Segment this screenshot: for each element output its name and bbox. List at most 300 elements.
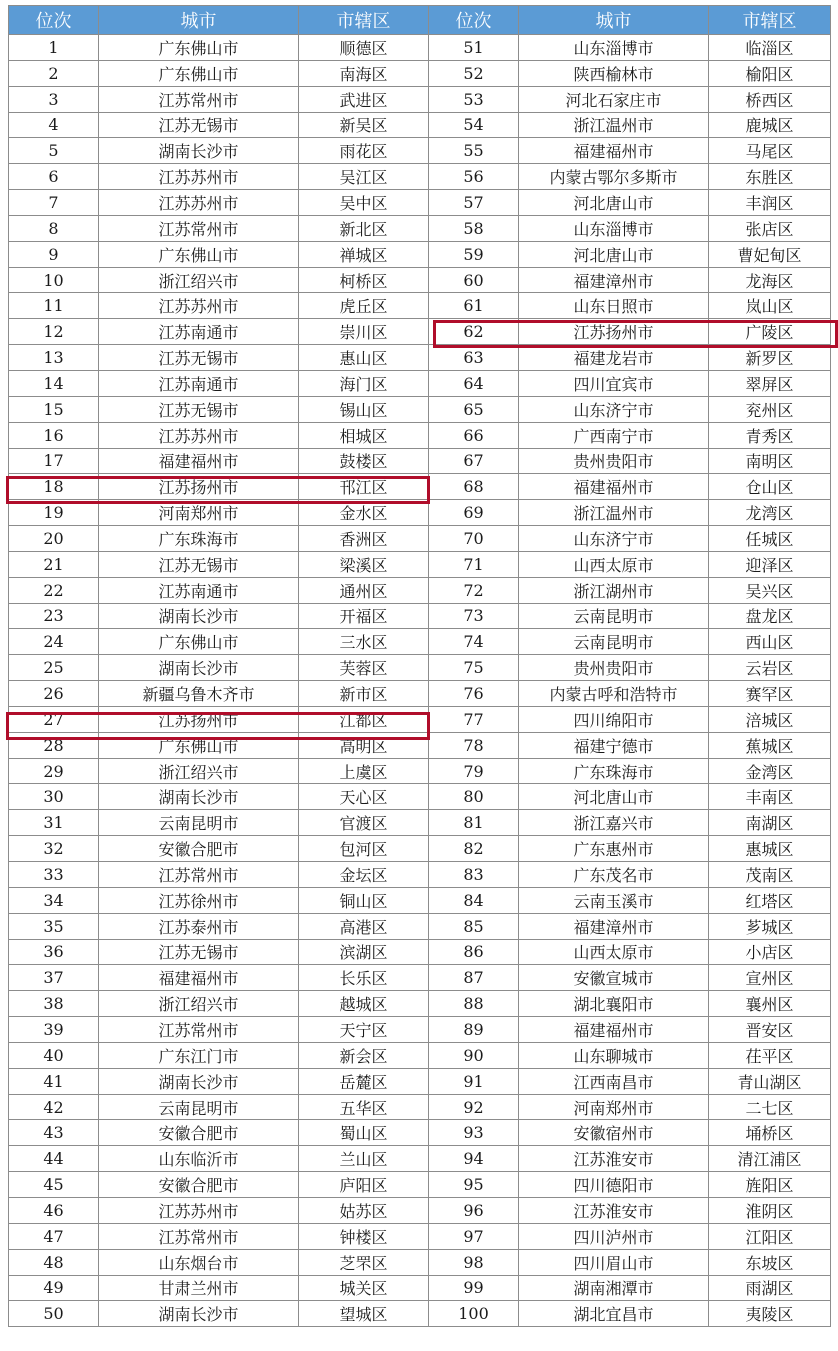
cell-district-right: 青山湖区	[709, 1068, 831, 1094]
cell-rank-right: 73	[429, 603, 519, 629]
cell-city-right: 河北唐山市	[519, 784, 709, 810]
cell-city-left: 江苏无锡市	[99, 939, 299, 965]
table-row	[9, 1094, 831, 1120]
cell-city-right: 福建福州市	[519, 138, 709, 164]
cell-city-right: 河北唐山市	[519, 190, 709, 216]
cell-city-right: 浙江湖州市	[519, 577, 709, 603]
cell-district-left: 柯桥区	[299, 267, 429, 293]
cell-city-right: 福建漳州市	[519, 267, 709, 293]
cell-district-right: 清江浦区	[709, 1146, 831, 1172]
table-row	[9, 810, 831, 836]
table-row	[9, 1146, 831, 1172]
cell-rank-left: 19	[9, 500, 99, 526]
cell-city-left: 江苏常州市	[99, 862, 299, 888]
cell-district-right: 金湾区	[709, 758, 831, 784]
table-row	[9, 1172, 831, 1198]
cell-rank-left: 41	[9, 1068, 99, 1094]
cell-district-left: 钟楼区	[299, 1223, 429, 1249]
table-row	[9, 913, 831, 939]
cell-district-right: 雨湖区	[709, 1275, 831, 1301]
cell-district-left: 南海区	[299, 60, 429, 86]
cell-city-right: 云南玉溪市	[519, 887, 709, 913]
cell-district-right: 吴兴区	[709, 577, 831, 603]
cell-district-left: 海门区	[299, 370, 429, 396]
cell-city-right: 安徽宣城市	[519, 965, 709, 991]
cell-district-left: 江都区	[299, 706, 429, 732]
cell-city-left: 广东珠海市	[99, 526, 299, 552]
cell-rank-right: 82	[429, 836, 519, 862]
cell-district-left: 包河区	[299, 836, 429, 862]
cell-district-left: 庐阳区	[299, 1172, 429, 1198]
cell-city-left: 江苏南通市	[99, 370, 299, 396]
cell-city-left: 广东江门市	[99, 1042, 299, 1068]
cell-city-right: 福建福州市	[519, 1017, 709, 1043]
cell-district-right: 旌阳区	[709, 1172, 831, 1198]
table-row	[9, 1197, 831, 1223]
cell-district-right: 赛罕区	[709, 681, 831, 707]
table-row	[9, 706, 831, 732]
cell-district-left: 金坛区	[299, 862, 429, 888]
table-row	[9, 448, 831, 474]
cell-rank-left: 3	[9, 86, 99, 112]
table-row	[9, 190, 831, 216]
cell-city-left: 山东临沂市	[99, 1146, 299, 1172]
cell-rank-right: 76	[429, 681, 519, 707]
table-row	[9, 241, 831, 267]
cell-city-left: 山东烟台市	[99, 1249, 299, 1275]
cell-city-left: 江苏苏州市	[99, 1197, 299, 1223]
header-district-right: 市辖区	[709, 6, 831, 35]
cell-city-right: 浙江温州市	[519, 112, 709, 138]
cell-rank-left: 40	[9, 1042, 99, 1068]
cell-district-right: 龙海区	[709, 267, 831, 293]
table-row	[9, 86, 831, 112]
cell-city-right: 江西南昌市	[519, 1068, 709, 1094]
cell-rank-right: 78	[429, 732, 519, 758]
cell-district-left: 禅城区	[299, 241, 429, 267]
cell-rank-right: 99	[429, 1275, 519, 1301]
cell-district-right: 任城区	[709, 526, 831, 552]
header-city-right: 城市	[519, 6, 709, 35]
cell-rank-right: 58	[429, 215, 519, 241]
cell-rank-left: 29	[9, 758, 99, 784]
cell-rank-right: 81	[429, 810, 519, 836]
cell-district-right: 龙湾区	[709, 500, 831, 526]
cell-city-right: 江苏淮安市	[519, 1197, 709, 1223]
table-row	[9, 293, 831, 319]
cell-district-right: 翠屏区	[709, 370, 831, 396]
cell-city-left: 江苏扬州市	[99, 706, 299, 732]
table-row	[9, 112, 831, 138]
cell-city-right: 山东济宁市	[519, 526, 709, 552]
cell-district-left: 望城区	[299, 1301, 429, 1327]
cell-city-right: 广东茂名市	[519, 862, 709, 888]
cell-city-right: 河南郑州市	[519, 1094, 709, 1120]
cell-district-right: 东坡区	[709, 1249, 831, 1275]
table-row	[9, 965, 831, 991]
cell-district-left: 长乐区	[299, 965, 429, 991]
cell-district-right: 青秀区	[709, 422, 831, 448]
table-row	[9, 836, 831, 862]
table-row	[9, 345, 831, 371]
cell-rank-left: 36	[9, 939, 99, 965]
cell-district-left: 高港区	[299, 913, 429, 939]
cell-city-left: 江苏徐州市	[99, 887, 299, 913]
cell-district-left: 吴中区	[299, 190, 429, 216]
cell-city-left: 湖南长沙市	[99, 1301, 299, 1327]
table-row	[9, 267, 831, 293]
cell-city-right: 山东济宁市	[519, 396, 709, 422]
cell-rank-left: 5	[9, 138, 99, 164]
cell-rank-right: 69	[429, 500, 519, 526]
cell-city-left: 湖南长沙市	[99, 1068, 299, 1094]
table-row	[9, 551, 831, 577]
cell-city-right: 安徽宿州市	[519, 1120, 709, 1146]
cell-city-right: 四川泸州市	[519, 1223, 709, 1249]
table-row	[9, 939, 831, 965]
cell-district-right: 西山区	[709, 629, 831, 655]
table-row	[9, 526, 831, 552]
cell-city-right: 浙江嘉兴市	[519, 810, 709, 836]
cell-rank-left: 4	[9, 112, 99, 138]
table-row	[9, 474, 831, 500]
cell-district-right: 桥西区	[709, 86, 831, 112]
cell-city-right: 陕西榆林市	[519, 60, 709, 86]
cell-city-left: 湖南长沙市	[99, 784, 299, 810]
cell-city-right: 山东日照市	[519, 293, 709, 319]
cell-rank-right: 85	[429, 913, 519, 939]
cell-rank-left: 13	[9, 345, 99, 371]
cell-rank-right: 94	[429, 1146, 519, 1172]
header-district-left: 市辖区	[299, 6, 429, 35]
table-row	[9, 887, 831, 913]
cell-rank-left: 17	[9, 448, 99, 474]
cell-district-left: 芙蓉区	[299, 655, 429, 681]
cell-rank-right: 86	[429, 939, 519, 965]
cell-district-left: 崇川区	[299, 319, 429, 345]
cell-rank-right: 66	[429, 422, 519, 448]
cell-district-right: 曹妃甸区	[709, 241, 831, 267]
cell-district-left: 吴江区	[299, 164, 429, 190]
cell-district-left: 顺德区	[299, 35, 429, 61]
ranking-table-container	[8, 5, 831, 1327]
cell-district-right: 茂南区	[709, 862, 831, 888]
cell-rank-right: 91	[429, 1068, 519, 1094]
cell-city-right: 浙江温州市	[519, 500, 709, 526]
table-row	[9, 138, 831, 164]
cell-district-left: 虎丘区	[299, 293, 429, 319]
cell-rank-right: 51	[429, 35, 519, 61]
table-row	[9, 1275, 831, 1301]
cell-rank-left: 33	[9, 862, 99, 888]
cell-rank-left: 34	[9, 887, 99, 913]
cell-rank-right: 97	[429, 1223, 519, 1249]
cell-city-right: 四川宜宾市	[519, 370, 709, 396]
cell-district-right: 迎泽区	[709, 551, 831, 577]
table-row	[9, 603, 831, 629]
cell-rank-right: 60	[429, 267, 519, 293]
cell-district-right: 云岩区	[709, 655, 831, 681]
cell-city-left: 江苏苏州市	[99, 190, 299, 216]
cell-city-left: 浙江绍兴市	[99, 758, 299, 784]
table-row	[9, 655, 831, 681]
cell-rank-left: 31	[9, 810, 99, 836]
cell-rank-right: 92	[429, 1094, 519, 1120]
cell-rank-right: 74	[429, 629, 519, 655]
cell-district-right: 夷陵区	[709, 1301, 831, 1327]
cell-district-left: 滨湖区	[299, 939, 429, 965]
cell-rank-right: 70	[429, 526, 519, 552]
cell-city-left: 新疆乌鲁木齐市	[99, 681, 299, 707]
cell-rank-left: 38	[9, 991, 99, 1017]
cell-rank-right: 79	[429, 758, 519, 784]
cell-district-right: 鹿城区	[709, 112, 831, 138]
cell-rank-right: 80	[429, 784, 519, 810]
cell-city-left: 江苏无锡市	[99, 112, 299, 138]
table-row	[9, 1249, 831, 1275]
cell-rank-left: 37	[9, 965, 99, 991]
cell-city-left: 江苏无锡市	[99, 345, 299, 371]
cell-rank-left: 15	[9, 396, 99, 422]
cell-district-right: 南明区	[709, 448, 831, 474]
cell-rank-left: 50	[9, 1301, 99, 1327]
cell-city-right: 四川德阳市	[519, 1172, 709, 1198]
cell-district-right: 宣州区	[709, 965, 831, 991]
table-row	[9, 60, 831, 86]
cell-district-left: 天宁区	[299, 1017, 429, 1043]
cell-rank-left: 21	[9, 551, 99, 577]
cell-city-right: 贵州贵阳市	[519, 655, 709, 681]
cell-rank-left: 11	[9, 293, 99, 319]
cell-district-right: 广陵区	[709, 319, 831, 345]
cell-rank-left: 30	[9, 784, 99, 810]
cell-city-right: 江苏淮安市	[519, 1146, 709, 1172]
cell-rank-right: 64	[429, 370, 519, 396]
cell-district-right: 晋安区	[709, 1017, 831, 1043]
cell-rank-right: 88	[429, 991, 519, 1017]
cell-district-left: 姑苏区	[299, 1197, 429, 1223]
cell-city-left: 江苏常州市	[99, 86, 299, 112]
cell-rank-left: 39	[9, 1017, 99, 1043]
cell-district-right: 二七区	[709, 1094, 831, 1120]
cell-city-left: 浙江绍兴市	[99, 991, 299, 1017]
table-row	[9, 862, 831, 888]
table-row	[9, 1068, 831, 1094]
table-row	[9, 1017, 831, 1043]
cell-city-left: 江苏无锡市	[99, 396, 299, 422]
cell-rank-right: 54	[429, 112, 519, 138]
cell-district-right: 岚山区	[709, 293, 831, 319]
cell-city-right: 内蒙古鄂尔多斯市	[519, 164, 709, 190]
cell-district-right: 榆阳区	[709, 60, 831, 86]
table-row	[9, 577, 831, 603]
cell-city-left: 湖南长沙市	[99, 655, 299, 681]
cell-city-left: 福建福州市	[99, 448, 299, 474]
table-row	[9, 629, 831, 655]
table-row	[9, 164, 831, 190]
cell-district-right: 茌平区	[709, 1042, 831, 1068]
cell-rank-left: 16	[9, 422, 99, 448]
cell-rank-left: 26	[9, 681, 99, 707]
cell-district-right: 南湖区	[709, 810, 831, 836]
cell-rank-left: 6	[9, 164, 99, 190]
table-row	[9, 784, 831, 810]
cell-district-right: 丰润区	[709, 190, 831, 216]
cell-rank-left: 14	[9, 370, 99, 396]
table-row	[9, 758, 831, 784]
table-row	[9, 215, 831, 241]
cell-district-right: 淮阴区	[709, 1197, 831, 1223]
cell-city-left: 云南昆明市	[99, 1094, 299, 1120]
cell-rank-right: 65	[429, 396, 519, 422]
table-row	[9, 500, 831, 526]
cell-district-left: 邗江区	[299, 474, 429, 500]
table-row	[9, 1301, 831, 1327]
cell-rank-right: 95	[429, 1172, 519, 1198]
table-row	[9, 1223, 831, 1249]
cell-district-left: 五华区	[299, 1094, 429, 1120]
table-header-row	[9, 6, 831, 35]
cell-city-right: 福建福州市	[519, 474, 709, 500]
cell-district-left: 芝罘区	[299, 1249, 429, 1275]
cell-district-left: 鼓楼区	[299, 448, 429, 474]
cell-rank-left: 42	[9, 1094, 99, 1120]
cell-district-left: 金水区	[299, 500, 429, 526]
cell-city-right: 贵州贵阳市	[519, 448, 709, 474]
cell-rank-left: 25	[9, 655, 99, 681]
cell-city-right: 湖南湘潭市	[519, 1275, 709, 1301]
table-row	[9, 319, 831, 345]
cell-district-left: 相城区	[299, 422, 429, 448]
cell-district-left: 上虞区	[299, 758, 429, 784]
cell-rank-right: 71	[429, 551, 519, 577]
cell-district-right: 埇桥区	[709, 1120, 831, 1146]
table-row	[9, 1120, 831, 1146]
cell-rank-left: 20	[9, 526, 99, 552]
cell-city-left: 甘肃兰州市	[99, 1275, 299, 1301]
cell-district-right: 兖州区	[709, 396, 831, 422]
cell-rank-left: 28	[9, 732, 99, 758]
cell-rank-right: 53	[429, 86, 519, 112]
cell-district-right: 临淄区	[709, 35, 831, 61]
cell-city-right: 江苏扬州市	[519, 319, 709, 345]
cell-rank-left: 7	[9, 190, 99, 216]
cell-district-left: 新会区	[299, 1042, 429, 1068]
cell-district-left: 兰山区	[299, 1146, 429, 1172]
cell-district-left: 香洲区	[299, 526, 429, 552]
table-row	[9, 396, 831, 422]
cell-rank-left: 46	[9, 1197, 99, 1223]
cell-city-right: 山东淄博市	[519, 215, 709, 241]
table-row	[9, 991, 831, 1017]
cell-rank-right: 89	[429, 1017, 519, 1043]
cell-rank-left: 45	[9, 1172, 99, 1198]
cell-district-right: 张店区	[709, 215, 831, 241]
cell-rank-right: 75	[429, 655, 519, 681]
header-rank-right: 位次	[429, 6, 519, 35]
cell-city-right: 内蒙古呼和浩特市	[519, 681, 709, 707]
cell-district-left: 开福区	[299, 603, 429, 629]
cell-rank-right: 62	[429, 319, 519, 345]
cell-rank-left: 24	[9, 629, 99, 655]
cell-rank-right: 84	[429, 887, 519, 913]
cell-rank-left: 12	[9, 319, 99, 345]
cell-rank-left: 44	[9, 1146, 99, 1172]
cell-rank-right: 93	[429, 1120, 519, 1146]
cell-district-right: 江阳区	[709, 1223, 831, 1249]
cell-city-right: 山西太原市	[519, 939, 709, 965]
cell-rank-right: 52	[429, 60, 519, 86]
cell-district-left: 铜山区	[299, 887, 429, 913]
cell-city-left: 广东佛山市	[99, 241, 299, 267]
cell-city-left: 河南郑州市	[99, 500, 299, 526]
table-row	[9, 370, 831, 396]
cell-rank-right: 68	[429, 474, 519, 500]
cell-district-left: 高明区	[299, 732, 429, 758]
cell-rank-right: 98	[429, 1249, 519, 1275]
cell-rank-right: 63	[429, 345, 519, 371]
cell-district-left: 武进区	[299, 86, 429, 112]
cell-district-left: 蜀山区	[299, 1120, 429, 1146]
cell-district-left: 岳麓区	[299, 1068, 429, 1094]
cell-district-left: 官渡区	[299, 810, 429, 836]
cell-district-left: 天心区	[299, 784, 429, 810]
cell-district-right: 马尾区	[709, 138, 831, 164]
cell-city-right: 山东聊城市	[519, 1042, 709, 1068]
cell-city-right: 河北石家庄市	[519, 86, 709, 112]
cell-city-left: 江苏扬州市	[99, 474, 299, 500]
cell-city-left: 江苏苏州市	[99, 422, 299, 448]
cell-city-left: 江苏常州市	[99, 1223, 299, 1249]
cell-city-left: 广东佛山市	[99, 60, 299, 86]
cell-district-left: 越城区	[299, 991, 429, 1017]
ranking-table	[8, 5, 831, 1327]
cell-district-left: 城关区	[299, 1275, 429, 1301]
cell-rank-left: 32	[9, 836, 99, 862]
cell-district-right: 仓山区	[709, 474, 831, 500]
cell-district-left: 锡山区	[299, 396, 429, 422]
cell-district-right: 芗城区	[709, 913, 831, 939]
cell-city-left: 湖南长沙市	[99, 138, 299, 164]
cell-city-left: 浙江绍兴市	[99, 267, 299, 293]
header-city-left: 城市	[99, 6, 299, 35]
cell-rank-left: 18	[9, 474, 99, 500]
cell-city-right: 福建龙岩市	[519, 345, 709, 371]
table-row	[9, 1042, 831, 1068]
cell-rank-left: 10	[9, 267, 99, 293]
cell-district-right: 蕉城区	[709, 732, 831, 758]
cell-rank-right: 55	[429, 138, 519, 164]
cell-city-left: 江苏泰州市	[99, 913, 299, 939]
header-rank-left: 位次	[9, 6, 99, 35]
cell-city-left: 湖南长沙市	[99, 603, 299, 629]
cell-rank-left: 35	[9, 913, 99, 939]
cell-city-right: 湖北襄阳市	[519, 991, 709, 1017]
table-row	[9, 681, 831, 707]
cell-city-left: 江苏常州市	[99, 215, 299, 241]
cell-city-right: 广东珠海市	[519, 758, 709, 784]
cell-district-left: 梁溪区	[299, 551, 429, 577]
cell-rank-right: 56	[429, 164, 519, 190]
cell-district-right: 新罗区	[709, 345, 831, 371]
cell-district-right: 小店区	[709, 939, 831, 965]
cell-district-right: 红塔区	[709, 887, 831, 913]
cell-district-right: 丰南区	[709, 784, 831, 810]
cell-city-right: 山西太原市	[519, 551, 709, 577]
cell-city-left: 江苏南通市	[99, 577, 299, 603]
cell-district-left: 惠山区	[299, 345, 429, 371]
cell-district-left: 通州区	[299, 577, 429, 603]
